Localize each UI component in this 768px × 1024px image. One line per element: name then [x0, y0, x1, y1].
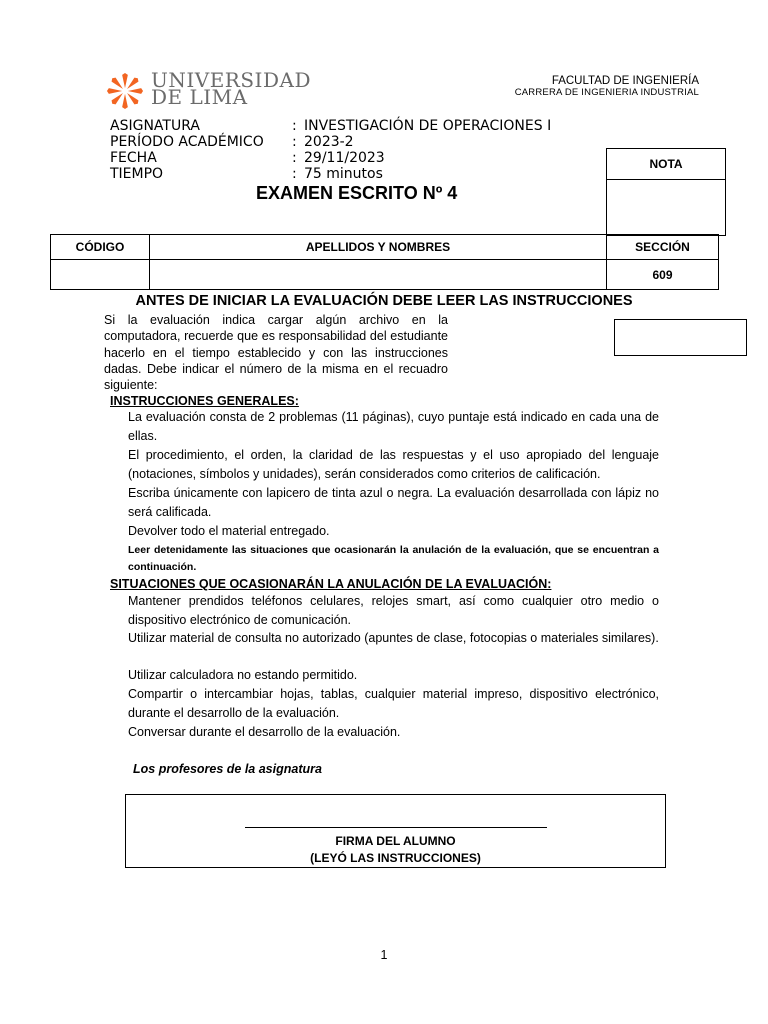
annulment-item-3: Utilizar calculadora no estando permitido.: [128, 668, 358, 682]
meta-key: TIEMPO: [110, 166, 164, 182]
signature-sublabel: (LEYÓ LAS INSTRUCCIONES): [310, 851, 481, 865]
page-number: 1: [380, 948, 388, 962]
grade-box: [606, 148, 726, 236]
general-instructions-heading: INSTRUCCIONES GENERALES:: [110, 394, 299, 408]
meta-value: INVESTIGACIÓN DE OPERACIONES I: [304, 118, 552, 134]
faculty-name: FACULTAD DE INGENIERÍA: [551, 75, 699, 87]
annulment-item-5: Conversar durante el desarrollo de la evaluación.: [128, 725, 401, 739]
meta-row-periodo: [110, 134, 551, 150]
grade-field[interactable]: [607, 180, 725, 235]
seccion-header: SECCIÓN: [607, 235, 719, 260]
meta-row-fecha: [110, 150, 551, 166]
meta-separator: :: [292, 166, 297, 182]
meta-separator: :: [292, 134, 297, 150]
annulment-item-1: Mantener prendidos teléfonos celulares, relojes smart, así como cualquier otro medio o dispositivo electrónico de comunicación.: [128, 594, 659, 627]
professors-signoff: Los profesores de la asignatura: [133, 762, 322, 776]
logo-line-2: DE LIMA: [151, 85, 248, 109]
logo-line-1: UNIVERSIDAD: [151, 68, 311, 92]
nombres-header: APELLIDOS Y NOMBRES: [150, 235, 607, 260]
meta-row-tiempo: [110, 166, 551, 182]
instructions-heading: ANTES DE INICIAR LA EVALUACIÓN DEBE LEER LAS INSTRUCCIONES: [135, 293, 633, 309]
meta-key: ASIGNATURA: [110, 118, 200, 134]
annulment-heading: SITUACIONES QUE OCASIONARÁN LA ANULACIÓN DE LA EVALUACIÓN:: [110, 577, 552, 591]
nombres-field[interactable]: [150, 260, 607, 290]
meta-row-asignatura: [110, 118, 551, 134]
meta-separator: :: [292, 118, 297, 134]
annulment-item-4: Compartir o intercambiar hojas, tablas, cualquier material impreso, dispositivo electrónico, durante el desarrollo de la evaluación.: [128, 687, 659, 720]
annulment-item-2: Utilizar material de consulta no autorizado (apuntes de clase, fotocopias o materiales similares).: [128, 631, 659, 645]
signature-line: [245, 827, 547, 828]
file-upload-note: Si la evaluación indica cargar algún archivo en la computadora, recuerde que es responsabilidad del estudiante hacerlo en el tiempo establecido y con las instrucciones dadas. Debe indicar el número de la misma en el recuadro siguiente:: [104, 313, 448, 393]
exam-meta: [110, 118, 551, 182]
career-name: CARRERA DE INGENIERIA INDUSTRIAL: [514, 87, 699, 98]
codigo-field[interactable]: [51, 260, 150, 290]
grade-label: NOTA: [607, 149, 725, 180]
general-item-2: El procedimiento, el orden, la claridad de las respuestas y el uso apropiado del lenguaje (notaciones, símbolos y unidades), serán considerados como criterios de calificación.: [128, 448, 659, 481]
meta-separator: :: [292, 150, 297, 166]
codigo-header: CÓDIGO: [51, 235, 150, 260]
meta-key: FECHA: [110, 150, 157, 166]
meta-value: 75 minutos: [304, 166, 383, 182]
meta-value: 29/11/2023: [304, 150, 385, 166]
ulima-star-logo-icon: [106, 72, 144, 110]
university-logo-text: [151, 68, 311, 109]
student-registration-table: [50, 234, 719, 290]
meta-key: PERÍODO ACADÉMICO: [110, 134, 264, 150]
faculty-block: [515, 75, 699, 99]
exam-title: EXAMEN ESCRITO Nº 4: [256, 183, 458, 203]
seccion-value: 609: [607, 260, 719, 290]
annulment-warning: Leer detenidamente las situaciones que ocasionarán la anulación de la evaluación, que se encuentran a continuación.: [128, 544, 659, 573]
signature-label: FIRMA DEL ALUMNO: [335, 834, 456, 848]
general-item-1: La evaluación consta de 2 problemas (11 páginas), cuyo puntaje está indicado en cada una de ellas.: [128, 410, 659, 443]
file-number-box[interactable]: [614, 319, 747, 356]
meta-value: 2023-2: [304, 134, 354, 150]
general-item-4: Devolver todo el material entregado.: [128, 524, 330, 538]
general-item-3: Escriba únicamente con lapicero de tinta azul o negra. La evaluación desarrollada con lápiz no será calificada.: [128, 486, 659, 519]
